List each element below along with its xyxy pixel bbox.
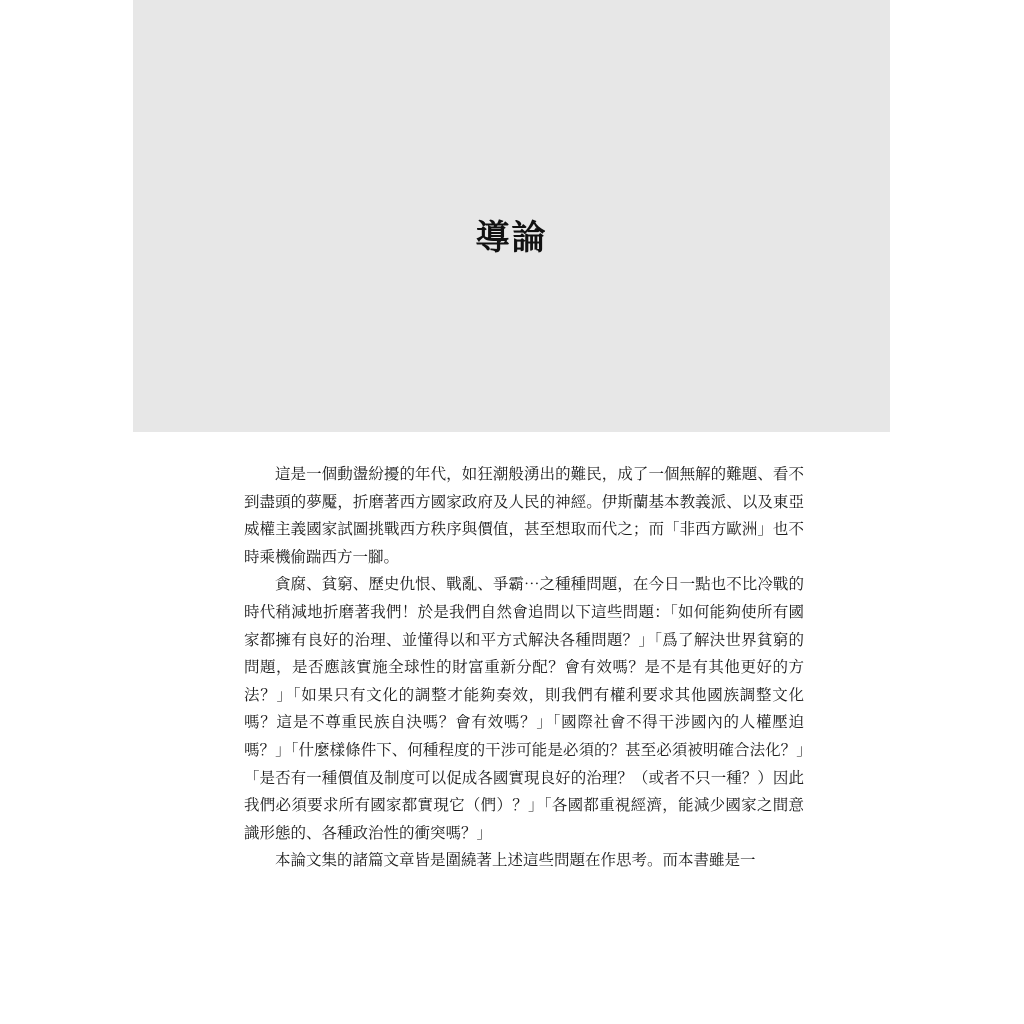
paragraph: 這是一個動盪紛擾的年代，如狂潮般湧出的難民，成了一個無解的難題、看不到盡頭的夢魘，折磨著西方國家政府及人民的神經。伊斯蘭基本教義派、以及東亞威權主義國家試圖挑戰西方秩序與價值，甚至想取而代之；而「非西方歐洲」也不時乘機偷踹西方一腳。 — [244, 465, 804, 566]
body-text — [244, 461, 804, 875]
chapter-header-band — [133, 0, 890, 432]
chapter-title: 導論 — [475, 218, 548, 258]
paragraph: 本論文集的諸篇文章皆是圍繞著上述這些問題在作思考。而本書雖是一 — [275, 851, 756, 870]
paragraph: 貪腐、貧窮、歷史仇恨、戰亂、爭霸⋯之種種問題，在今日一點也不比冷戰的時代稍減地折磨著我們！於是我們自然會追問以下這些問題：「如何能夠使所有國家都擁有良好的治理、並懂得以和平方式解決各種問題？」「爲了解決世界貧窮的問題，是否應該實施全球性的財富重新分配？會有效嗎？是不是有其他更好的方法？」「如果只有文化的調整才能夠奏效，則我們有權利要求其他國族調整文化嗎？這是不尊重民族自決嗎？會有效嗎？」「國際社會不得干涉國內的人權壓迫嗎？」「什麼樣條件下、何種程度的干涉可能是必須的？甚至必須被明確合法化？」「是否有一種價值及制度可以促成各國實現良好的治理？（或者不只一種？）因此我們必須要求所有國家都實現它（們）？」「各國都重視經濟，能減少國家之間意識形態的、各種政治性的衝突嗎？」 — [244, 575, 804, 842]
